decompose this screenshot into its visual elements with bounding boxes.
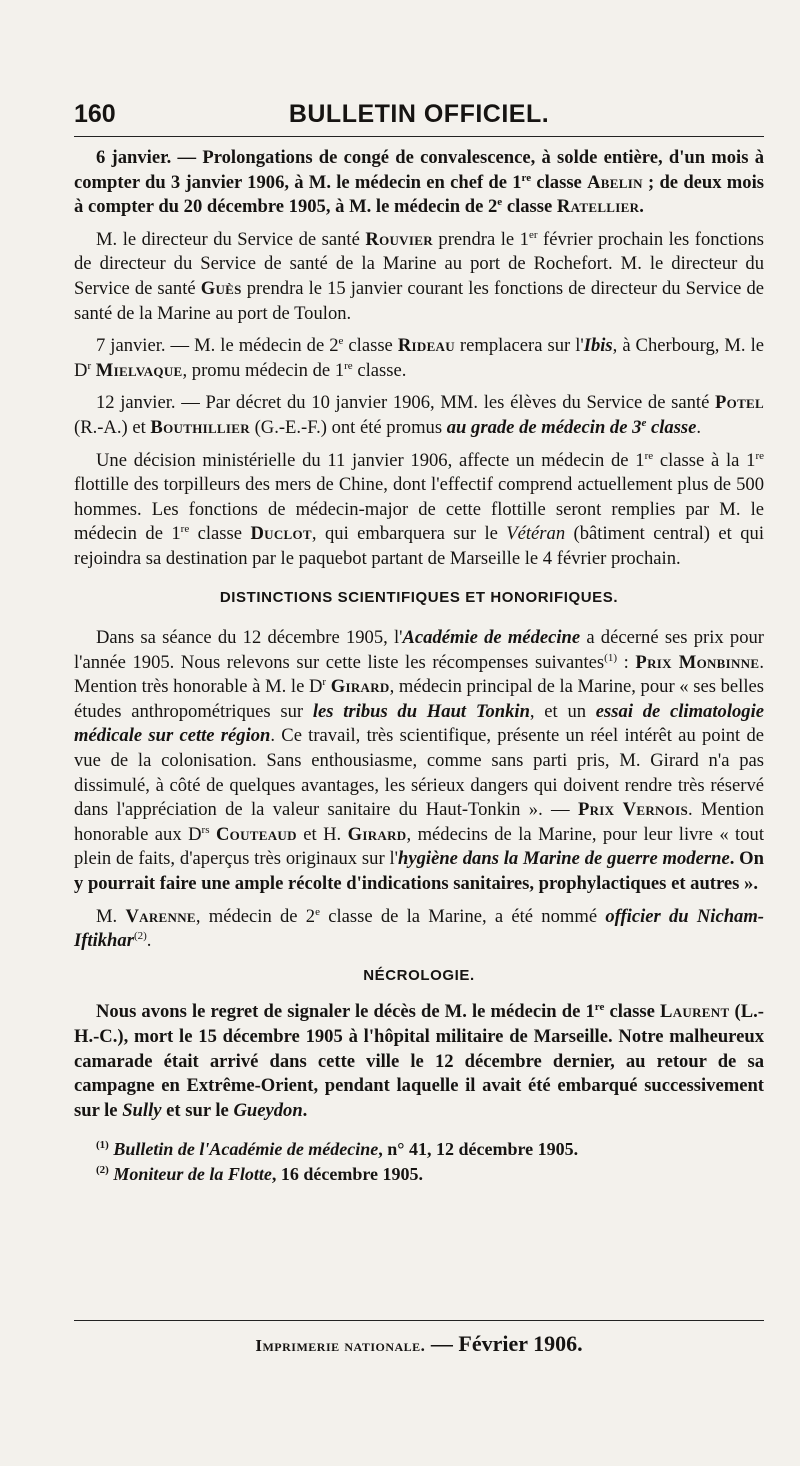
person-name: Mielvaque xyxy=(95,359,183,381)
page-header xyxy=(74,100,764,137)
footnote-ref: (2) xyxy=(133,930,147,943)
printer-name: Imprimerie nationale. xyxy=(255,1336,426,1355)
paragraph-promotion: 12 janvier. — Par décret du 10 janvier 1906, MM. les élèves du Service de santé Potel (R.-A.) et Bouthillier (G.-E.-F.) ont été promus au grade de médecin de 3e classe. xyxy=(74,392,764,438)
ship-name: Vétéran xyxy=(506,523,566,545)
paragraph-leave-extensions: 6 janvier. — Prolongations de congé de convalescence, à solde entière, d'un mois à compter du 3 janvier 1906, à M. le médecin en chef de 1re classe Abelin ; de deux mois à compter du 20 décembre 1905, à M. le médecin de 2e classe Ratellier. xyxy=(74,147,764,218)
person-name: Potel xyxy=(715,392,764,414)
imprint-line xyxy=(74,1320,764,1357)
section-heading-necrology: NÉCROLOGIE. xyxy=(363,966,475,984)
person-name: Bouthillier xyxy=(150,416,250,438)
paragraph-obituary: Nous avons le regret de signaler le décès de M. le médecin de 1re classe Laurent (L.-H.-C.), mort le 15 décembre 1905 à l'hôpital militaire de Marseille. Notre malheureux camarade était arrivé dans cette ville le 12 décembre dernier, au retour de sa campagne en Extrême-Orient, pendant laquelle il avait été embarqué successivement sur le Sully et sur le Gueydon. xyxy=(74,1001,764,1121)
paragraph-directors: M. le directeur du Service de santé Rouvier prendra le 1er février prochain les fonctions de directeur du Service de santé de la Marine au port de Rochefort. M. le directeur du Service de santé Guès prendra le 15 janvier courant les fonctions de directeur du Service de santé de la Marine au port de Toulon. xyxy=(74,228,764,324)
footnotes xyxy=(74,1137,764,1187)
footnote: $^{(2)}$ Moniteur de la Flotte, 16 décembre 1905. xyxy=(96,1164,423,1185)
paragraph-flotilla: Une décision ministérielle du 11 janvier 1906, affecte un médecin de 1re classe à la 1re flottille des torpilleurs des mers de Chine, dont l'effectif comprend actuellement plus de 500 hommes. Les fonctions de médecin-major de cette flottille seront remplies par M. le médecin de 1re classe Duclot, qui embarquera sur le Vétéran (bâtiment central) et qui rejoindra sa destination par le paquebot partant de Marseille le 4 février prochain. xyxy=(74,449,764,569)
print-date: — Février 1906. xyxy=(425,1331,583,1356)
person-name: Rouvier xyxy=(365,228,433,250)
person-name: Abelin xyxy=(587,171,643,193)
body-text xyxy=(74,146,764,1187)
footnote-ref: (1) xyxy=(604,651,617,664)
person-name: Laurent xyxy=(660,1001,730,1023)
person-name: Girard xyxy=(347,823,407,845)
paragraph-replacement: 7 janvier. — M. le médecin de 2e classe Rideau remplacera sur l'Ibis, à Cherbourg, M. le $D^r$ Mielvaque, promu médecin de 1re classe. xyxy=(74,334,764,381)
section-heading-distinctions: DISTINCTIONS SCIENTIFIQUES ET HONORIFIQUES. xyxy=(219,588,619,606)
person-name: Girard xyxy=(330,676,390,698)
footnote: $^{(1)}$ Bulletin de l'Académie de médecine, n° 41, 12 décembre 1905. xyxy=(96,1139,579,1160)
ship-name: Gueydon xyxy=(233,1099,303,1121)
person-name: Couteaud xyxy=(215,823,297,845)
running-title: BULLETIN OFFICIEL. xyxy=(288,100,550,128)
page-number: 160 xyxy=(74,100,116,128)
person-name: Ratellier xyxy=(556,196,640,218)
person-name: Rideau xyxy=(397,335,455,357)
person-name: Guès xyxy=(200,277,242,299)
person-name: Duclot xyxy=(250,523,312,545)
ship-name: Sully xyxy=(122,1099,162,1121)
paragraph-academy-prizes: Dans sa séance du 12 décembre 1905, l'Académie de médecine a décerné ses prix pour l'année 1905. Nous relevons sur cette liste les récompenses suivantes$^{(1)}$ : Prix Monbinne. Mention très honorable à M. le $D^r$ Girard, médecin principal de la Marine, pour « ses belles études anthropométriques sur les tribus du Haut Tonkin, et un essai de climatologie médicale sur cette région. Ce travail, très scientifique, présente un réel intérêt au point de vue de la colonisation. Sans enthousiasme, comme sans parti pris, M. Girard n'a pas dissimulé, à côté de quelques avantages, les sérieux dangers qui doivent rendre très réservé dans l'appréciation de la valeur sanitaire du Haut-Tonkin ». — Prix Vernois. Mention honorable aux $D^{rs}$ Couteaud et H. Girard, médecins de la Marine, pour leur livre « tout plein de faits, d'aperçus très originaux sur l'hygiène dans la Marine de guerre moderne. On y pourrait faire une ample récolte d'indications sanitaires, prophylactiques et autres ». xyxy=(74,627,765,895)
person-name: Varenne xyxy=(125,905,196,927)
ship-name: Ibis xyxy=(583,335,613,357)
paragraph-nicham: M. Varenne, médecin de 2e classe de la Marine, a été nommé officier du Nicham-Iftikhar$^{(2)}$. xyxy=(74,905,764,952)
